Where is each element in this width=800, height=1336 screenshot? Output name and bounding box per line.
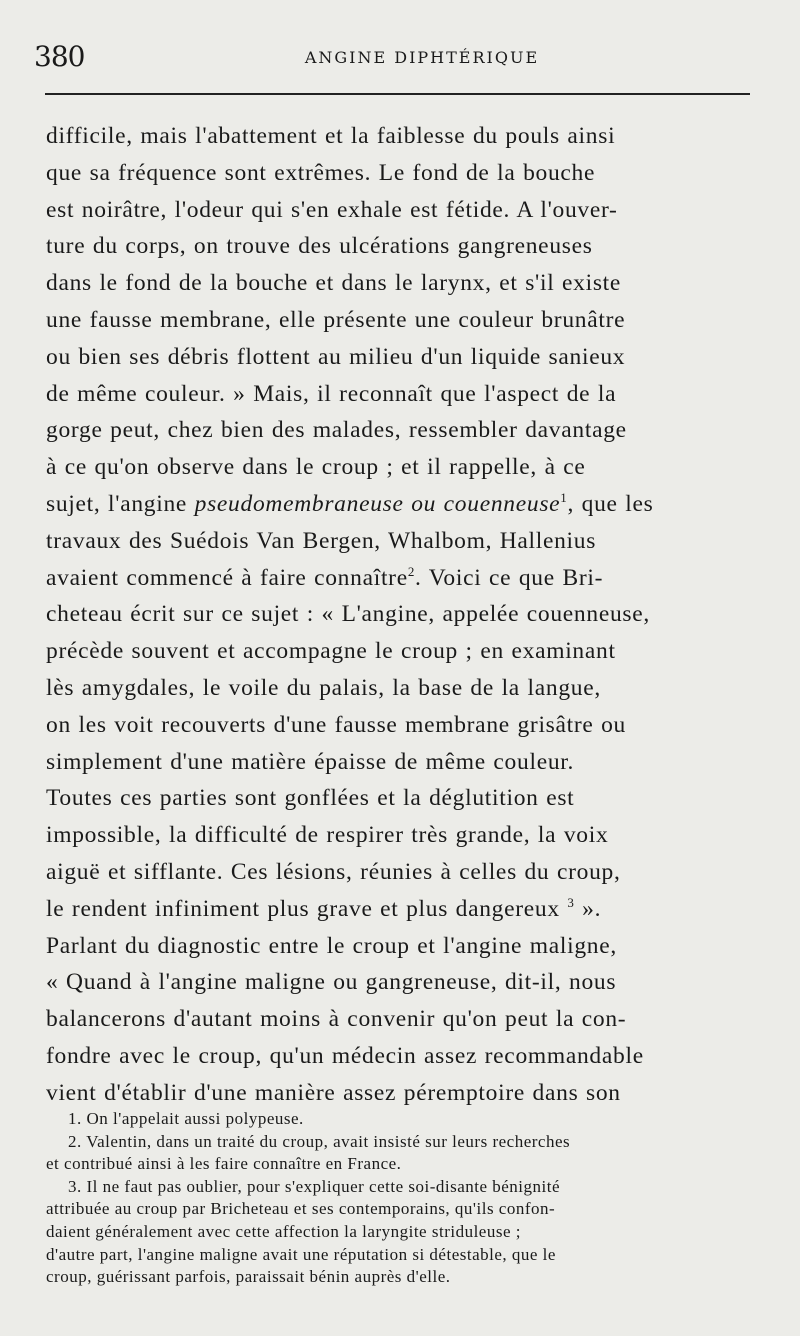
text-line-rendent [46, 891, 758, 928]
text-line: impossible, la difficulté de respirer très grande, la voix [46, 822, 609, 849]
text-segment: ». [574, 895, 602, 922]
text-line-sujet [46, 486, 758, 523]
footnote-ref-1: 1 [560, 490, 568, 506]
footnote-3-cont: attribuée au croup par Bricheteau et ses contemporains, qu'ils confon- [46, 1199, 556, 1219]
footnote-2: 2. Valentin, dans un traité du croup, avait insisté sur leurs recherches [68, 1131, 571, 1151]
text-line: précède souvent et accompagne le croup ; en examinant [46, 638, 616, 665]
footnote-1: 1. On l'appelait aussi polypeuse. [68, 1109, 304, 1128]
italic-phrase: pseudomembraneuse ou couenneuse [194, 490, 561, 517]
text-line: lès amygdales, le voile du palais, la base de la langue, [46, 674, 601, 701]
text-line: on les voit recouverts d'une fausse membrane grisâtre ou [46, 711, 627, 738]
text-line-avaient [46, 560, 758, 597]
footnote-ref-2: 2 [407, 563, 416, 579]
text-line: difficile, mais l'abattement et la faiblesse du pouls ainsi [46, 123, 616, 149]
text-line: ture du corps, on trouve des ulcérations gangreneuses [46, 233, 593, 260]
footnote-3-cont: croup, guérissant parfois, paraissait bénin auprès d'elle. [46, 1267, 451, 1287]
text-segment: , que les [567, 490, 654, 517]
text-line: travaux des Suédois Van Bergen, Whalbom, Hallenius [46, 527, 597, 554]
text-segment: . Voici ce que Bri- [415, 564, 604, 591]
text-line: dans le fond de la bouche et dans le larynx, et s'il existe [46, 270, 622, 297]
footnote-3-cont: d'autre part, l'angine maligne avait une réputation si détestable, que le [46, 1244, 556, 1264]
text-line: à ce qu'on observe dans le croup ; et il rappelle, à ce [46, 454, 586, 481]
text-line: cheteau écrit sur ce sujet : « L'angine, appelée couenneuse, [46, 601, 650, 628]
footnotes [46, 1108, 758, 1289]
text-line: que sa fréquence sont extrêmes. Le fond de la bouche [46, 159, 596, 186]
running-title: ANGINE DIPHTÉRIQUE [304, 48, 540, 67]
page-number: 380 [34, 40, 85, 73]
text-line: vient d'établir d'une manière assez péremptoire dans son [46, 1079, 621, 1106]
text-line: fondre avec le croup, qu'un médecin assez recommandable [46, 1042, 644, 1069]
footnote-2-cont: et contribué ainsi à les faire connaître en France. [46, 1154, 402, 1174]
text-segment: avaient commencé à faire connaître [46, 564, 408, 591]
page-header [32, 40, 752, 80]
text-line: simplement d'une matière épaisse de même couleur. [46, 748, 575, 775]
footnote-3-cont: daient généralement avec cette affection la laryngite striduleuse ; [46, 1221, 521, 1241]
footnote-ref-3: 3 [567, 894, 575, 910]
text-line: aiguë et sifflante. Ces lésions, réunies à celles du croup, [46, 858, 621, 885]
text-segment: sujet, l'angine [46, 490, 195, 517]
footnote-3: 3. Il ne faut pas oublier, pour s'expliquer cette soi-disante bénignité [68, 1176, 561, 1196]
text-line: ou bien ses débris flottent au milieu d'un liquide sanieux [46, 343, 626, 370]
text-line: Toutes ces parties sont gonflées et la déglutition est [46, 785, 575, 812]
body-text [46, 118, 758, 1112]
text-line: est noirâtre, l'odeur qui s'en exhale est fétide. A l'ouver- [46, 196, 618, 223]
text-line: balancerons d'autant moins à convenir qu'on peut la con- [46, 1006, 627, 1033]
text-line: de même couleur. » Mais, il reconnaît que l'aspect de la [46, 380, 617, 407]
text-line: « Quand à l'angine maligne ou gangreneuse, dit-il, nous [46, 969, 617, 996]
header-rule [45, 93, 750, 95]
text-line: une fausse membrane, elle présente une couleur brunâtre [46, 306, 626, 333]
text-line: Parlant du diagnostic entre le croup et l'angine maligne, [46, 932, 617, 959]
text-segment: le rendent infiniment plus grave et plus dangereux [46, 895, 560, 922]
text-line: gorge peut, chez bien des malades, ressembler davantage [46, 417, 627, 444]
